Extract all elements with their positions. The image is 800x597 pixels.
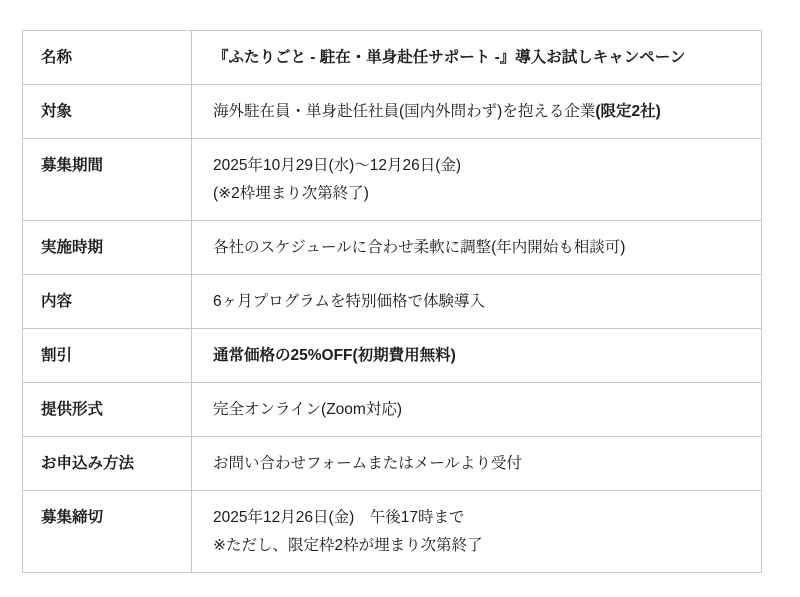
table-row <box>23 139 762 221</box>
row-value <box>192 329 762 383</box>
value-line <box>213 532 747 560</box>
value-text: 2025年10月29日(水)〜12月26日(金) <box>213 157 462 174</box>
value-line <box>213 450 747 478</box>
row-label: 実施時期 <box>23 221 192 275</box>
row-value <box>192 383 762 437</box>
value-line <box>213 396 747 424</box>
table-row <box>23 275 762 329</box>
value-text: 海外駐在員・単身赴任社員(国内外問わず)を抱える企業 <box>213 103 596 120</box>
row-label: 名称 <box>23 31 192 85</box>
value-line <box>213 504 747 532</box>
value-text: 完全オンライン(Zoom対応) <box>213 401 402 418</box>
table-row <box>23 329 762 383</box>
value-line <box>213 342 747 370</box>
row-label: お申込み方法 <box>23 437 192 491</box>
value-line <box>213 152 747 180</box>
value-text: ※ただし、限定枠2枠が埋まり次第終了 <box>213 537 483 554</box>
table-row <box>23 85 762 139</box>
row-label: 募集期間 <box>23 139 192 221</box>
table-row <box>23 491 762 573</box>
value-line <box>213 180 747 208</box>
value-text: お問い合わせフォームまたはメールより受付 <box>213 455 522 472</box>
row-label: 割引 <box>23 329 192 383</box>
table-row <box>23 31 762 85</box>
value-line <box>213 288 747 316</box>
value-text: 各社のスケジュールに合わせ柔軟に調整(年内開始も相談可) <box>213 239 626 256</box>
row-label: 対象 <box>23 85 192 139</box>
value-line <box>213 98 747 126</box>
row-value <box>192 139 762 221</box>
value-line <box>213 234 747 262</box>
value-text: (※2枠埋まり次第終了) <box>213 185 369 202</box>
value-text: (限定2社) <box>595 103 661 120</box>
row-value <box>192 31 762 85</box>
value-text: 『ふたりごと - 駐在・単身赴任サポート -』導入お試しキャンペーン <box>213 49 686 66</box>
row-value <box>192 275 762 329</box>
row-label: 内容 <box>23 275 192 329</box>
value-text: 6ヶ月プログラムを特別価格で体験導入 <box>213 293 485 310</box>
row-value <box>192 85 762 139</box>
row-label: 提供形式 <box>23 383 192 437</box>
row-value <box>192 437 762 491</box>
row-value <box>192 221 762 275</box>
table-row <box>23 221 762 275</box>
value-line <box>213 44 747 72</box>
table-row <box>23 437 762 491</box>
row-label: 募集締切 <box>23 491 192 573</box>
campaign-details-table <box>22 30 762 573</box>
value-text: 2025年12月26日(金) 午後17時まで <box>213 509 465 526</box>
table-row <box>23 383 762 437</box>
campaign-table-body <box>23 31 762 573</box>
row-value <box>192 491 762 573</box>
value-text: 通常価格の25%OFF(初期費用無料) <box>213 347 456 364</box>
